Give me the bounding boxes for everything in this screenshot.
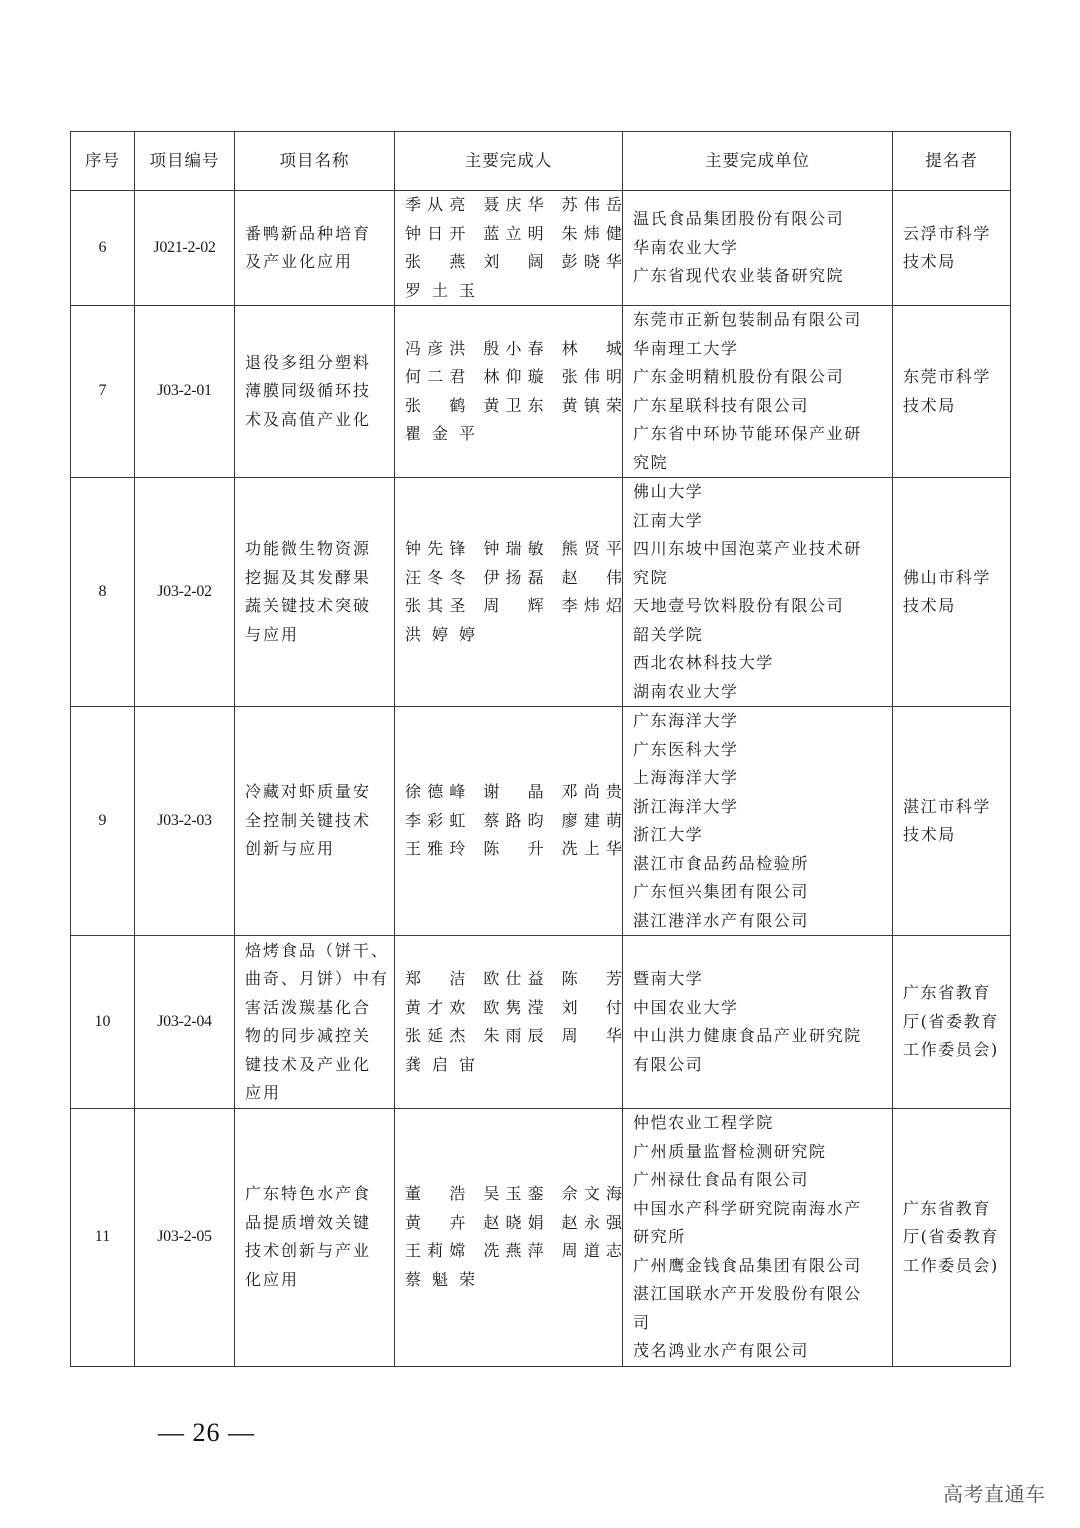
table-row bbox=[71, 936, 1011, 1109]
contributor-name: 谢 晶 bbox=[483, 782, 544, 802]
nominator-line: 广东省教育 bbox=[903, 1198, 992, 1218]
header-units: 主要完成单位 bbox=[623, 132, 893, 191]
cell-project-name bbox=[235, 1109, 395, 1367]
nominator-line: 工作委员会) bbox=[903, 1255, 999, 1275]
unit-line: 广东省中环协节能环保产业研 bbox=[633, 424, 862, 443]
nominator-line: 技术局 bbox=[903, 825, 956, 844]
unit-line: 广东海洋大学 bbox=[633, 711, 739, 730]
nominator-line: 东莞市科学 bbox=[903, 367, 992, 386]
contributors-line bbox=[405, 835, 622, 864]
contributors-line bbox=[405, 1209, 622, 1238]
project-name-line: 挖掘及其发酵果 bbox=[245, 567, 372, 587]
project-name-line: 曲奇、月饼）中有 bbox=[245, 969, 390, 988]
contributor-name: 王雅玲 bbox=[405, 839, 466, 859]
contributor-name: 殷小春 bbox=[483, 338, 544, 358]
cell-main-units bbox=[623, 306, 893, 478]
cell-project-name bbox=[235, 936, 395, 1109]
unit-line: 广东金明精机股份有限公司 bbox=[633, 367, 845, 386]
contributor-name: 李炜炤 bbox=[561, 596, 622, 615]
unit-line: 广东省现代农业装备研究院 bbox=[633, 266, 845, 286]
project-name-line: 物的同步减控关 bbox=[245, 1026, 372, 1045]
header-index: 序号 bbox=[71, 132, 135, 191]
project-name-line: 害活泼羰基化合 bbox=[245, 997, 372, 1017]
contributor-name: 李彩虹 bbox=[405, 810, 466, 830]
contributor-name: 黄 卉 bbox=[405, 1212, 466, 1232]
project-name-line: 品提质增效关键 bbox=[245, 1212, 372, 1232]
nominator-line: 技术局 bbox=[903, 252, 956, 271]
contributors-line bbox=[405, 220, 622, 249]
cell-index: 8 bbox=[71, 478, 135, 707]
cell-main-contributors bbox=[395, 191, 623, 306]
unit-line: 湛江港洋水产有限公司 bbox=[633, 910, 810, 930]
contributor-name: 钟先锋 bbox=[405, 539, 466, 558]
unit-line: 研究所 bbox=[633, 1227, 686, 1246]
cell-main-contributors bbox=[395, 478, 623, 707]
project-name-line: 番鸭新品种培育 bbox=[245, 223, 372, 243]
unit-line: 湖南农业大学 bbox=[633, 681, 739, 701]
cell-index: 6 bbox=[71, 191, 135, 306]
cell-main-contributors bbox=[395, 1109, 623, 1367]
contributor-name: 黄镇荣 bbox=[561, 395, 622, 415]
nominator-line: 广东省教育 bbox=[903, 983, 992, 1003]
contributors-line bbox=[405, 277, 622, 306]
cell-project-code: J03-2-03 bbox=[135, 707, 235, 936]
unit-line: 中山洪力健康食品产业研究院 bbox=[633, 1026, 862, 1045]
table-row bbox=[71, 707, 1011, 936]
project-name-line: 广东特色水产食 bbox=[245, 1184, 372, 1204]
cell-main-units bbox=[623, 191, 893, 306]
table-row bbox=[71, 1109, 1011, 1367]
cell-main-contributors bbox=[395, 306, 623, 478]
contributor-name: 钟瑞敏 bbox=[483, 539, 544, 558]
cell-main-units bbox=[623, 478, 893, 707]
cell-main-units bbox=[623, 1109, 893, 1367]
cell-nominator bbox=[893, 936, 1011, 1109]
project-name-line: 化应用 bbox=[245, 1269, 300, 1289]
unit-line: 上海海洋大学 bbox=[633, 768, 739, 787]
project-name-line: 技术创新与产业 bbox=[245, 1241, 372, 1261]
cell-nominator bbox=[893, 707, 1011, 936]
contributors-line bbox=[405, 564, 622, 593]
table-row bbox=[71, 191, 1011, 306]
cell-project-code: J03-2-02 bbox=[135, 478, 235, 707]
unit-line: 东莞市正新包装制品有限公司 bbox=[633, 310, 862, 329]
project-name-line: 创新与应用 bbox=[245, 839, 336, 859]
cell-project-code: J03-2-05 bbox=[135, 1109, 235, 1367]
contributor-name: 廖建萌 bbox=[561, 810, 622, 830]
nominator-line: 厅(省委教育 bbox=[903, 1227, 999, 1246]
nominator-line: 云浮市科学 bbox=[903, 223, 992, 243]
header-nominator: 提名者 bbox=[893, 132, 1011, 191]
contributor-name: 张 燕 bbox=[405, 252, 466, 271]
contributor-name: 钟日开 bbox=[405, 223, 466, 243]
contributor-name: 蓝立明 bbox=[483, 223, 544, 243]
project-name-line: 应用 bbox=[245, 1083, 282, 1102]
unit-line: 湛江国联水产开发股份有限公 bbox=[633, 1284, 862, 1303]
contributor-name: 刘 付 bbox=[561, 997, 622, 1017]
contributors-line bbox=[405, 363, 622, 392]
nominator-line: 厅(省委教育 bbox=[903, 1011, 999, 1031]
header-code: 项目编号 bbox=[135, 132, 235, 191]
contributor-name: 周 辉 bbox=[483, 596, 544, 615]
contributor-name: 赵晓娟 bbox=[483, 1212, 544, 1232]
contributors-line bbox=[405, 392, 622, 421]
unit-line: 佛山大学 bbox=[633, 482, 704, 501]
contributor-name: 佘文海 bbox=[561, 1184, 622, 1204]
contributor-name: 龚启宙 bbox=[405, 1054, 475, 1074]
contributor-name: 冼燕萍 bbox=[483, 1241, 544, 1261]
cell-project-name bbox=[235, 707, 395, 936]
unit-line: 有限公司 bbox=[633, 1054, 704, 1074]
unit-line: 究院 bbox=[633, 452, 669, 472]
unit-line: 华南农业大学 bbox=[633, 237, 739, 257]
contributor-name: 林 城 bbox=[561, 338, 622, 358]
contributors-line bbox=[405, 535, 622, 564]
unit-line: 广州鹰金钱食品集团有限公司 bbox=[633, 1255, 862, 1275]
contributor-name: 黄才欢 bbox=[405, 997, 466, 1017]
unit-line: 韶关学院 bbox=[633, 624, 704, 644]
nominator-line: 湛江市科学 bbox=[903, 796, 992, 816]
contributors-line bbox=[405, 1180, 622, 1209]
unit-line: 仲恺农业工程学院 bbox=[633, 1113, 774, 1132]
contributors-line bbox=[405, 335, 622, 364]
project-name-line: 功能微生物资源 bbox=[245, 539, 372, 558]
contributor-name: 朱雨辰 bbox=[483, 1026, 544, 1045]
contributor-name: 季从亮 bbox=[405, 195, 466, 214]
contributor-name: 苏伟岳 bbox=[561, 195, 622, 214]
contributor-name: 吴玉銮 bbox=[483, 1184, 544, 1204]
unit-line: 暨南大学 bbox=[633, 969, 704, 988]
contributor-name: 董 浩 bbox=[405, 1184, 466, 1204]
contributor-name: 张其圣 bbox=[405, 596, 466, 615]
cell-main-contributors bbox=[395, 707, 623, 936]
project-name-line: 键技术及产业化 bbox=[245, 1054, 372, 1074]
nominator-line: 工作委员会) bbox=[903, 1040, 999, 1060]
unit-line: 浙江大学 bbox=[633, 825, 704, 844]
contributor-name: 周道志 bbox=[561, 1241, 622, 1261]
unit-line: 中国水产科学研究院南海水产 bbox=[633, 1198, 862, 1218]
project-name-line: 退役多组分塑料 bbox=[245, 352, 372, 372]
cell-index: 11 bbox=[71, 1109, 135, 1367]
contributor-name: 徐德峰 bbox=[405, 782, 466, 802]
contributor-name: 赵 伟 bbox=[561, 567, 622, 587]
contributors-line bbox=[405, 1022, 622, 1051]
unit-line: 西北农林科技大学 bbox=[633, 653, 774, 672]
project-name-line: 与应用 bbox=[245, 624, 300, 644]
unit-line: 茂名鸿业水产有限公司 bbox=[633, 1341, 810, 1360]
contributors-line bbox=[405, 621, 622, 650]
contributor-name: 何二君 bbox=[405, 367, 466, 386]
project-name-line: 冷藏对虾质量安 bbox=[245, 782, 372, 802]
unit-line: 江南大学 bbox=[633, 510, 704, 530]
contributor-name: 冼上华 bbox=[561, 839, 622, 859]
contributors-line bbox=[405, 1051, 622, 1080]
unit-line: 四川东坡中国泡菜产业技术研 bbox=[633, 539, 862, 558]
table-row bbox=[71, 478, 1011, 707]
contributor-name: 郑 洁 bbox=[405, 969, 466, 988]
contributor-name: 张 鹤 bbox=[405, 395, 466, 415]
cell-project-code: J03-2-04 bbox=[135, 936, 235, 1109]
project-name-line: 术及高值产业化 bbox=[245, 409, 372, 429]
contributor-name: 周 华 bbox=[561, 1026, 622, 1045]
cell-project-code: J03-2-01 bbox=[135, 306, 235, 478]
table-header-row bbox=[71, 132, 1011, 191]
contributor-name: 王莉嫦 bbox=[405, 1241, 466, 1261]
cell-project-name bbox=[235, 306, 395, 478]
unit-line: 华南理工大学 bbox=[633, 338, 739, 358]
unit-line: 究院 bbox=[633, 567, 669, 587]
contributor-name: 陈 升 bbox=[483, 839, 544, 859]
cell-index: 7 bbox=[71, 306, 135, 478]
table-row bbox=[71, 306, 1011, 478]
contributor-name: 聂庆华 bbox=[483, 195, 544, 214]
unit-line: 司 bbox=[633, 1312, 651, 1332]
cell-index: 10 bbox=[71, 936, 135, 1109]
cell-project-code: J021-2-02 bbox=[135, 191, 235, 306]
cell-main-units bbox=[623, 707, 893, 936]
contributor-name: 张延杰 bbox=[405, 1026, 466, 1045]
contributors-line bbox=[405, 420, 622, 449]
cell-nominator bbox=[893, 478, 1011, 707]
contributor-name: 黄卫东 bbox=[483, 395, 544, 415]
contributors-line bbox=[405, 1237, 622, 1266]
unit-line: 广州质量监督检测研究院 bbox=[633, 1141, 827, 1161]
contributor-name: 罗土玉 bbox=[405, 280, 475, 300]
unit-line: 温氏食品集团股份有限公司 bbox=[633, 209, 845, 229]
header-name: 项目名称 bbox=[235, 132, 395, 191]
contributor-name: 冯彦洪 bbox=[405, 338, 466, 358]
cell-project-name bbox=[235, 478, 395, 707]
contributor-name: 林仰璇 bbox=[483, 367, 544, 386]
contributors-line bbox=[405, 191, 622, 220]
header-people: 主要完成人 bbox=[395, 132, 623, 191]
project-name-line: 全控制关键技术 bbox=[245, 810, 372, 830]
nominator-line: 技术局 bbox=[903, 395, 956, 415]
contributor-name: 洪婷婷 bbox=[405, 624, 475, 644]
contributor-name: 欧隽滢 bbox=[483, 997, 544, 1017]
contributor-name: 朱炜健 bbox=[561, 223, 622, 243]
cell-nominator bbox=[893, 191, 1011, 306]
contributor-name: 欧仕益 bbox=[483, 969, 544, 988]
project-name-line: 薄膜同级循环技 bbox=[245, 381, 372, 401]
contributors-line bbox=[405, 248, 622, 277]
cell-index: 9 bbox=[71, 707, 135, 936]
contributor-name: 蔡路昀 bbox=[483, 810, 544, 830]
awards-table bbox=[70, 131, 1011, 1367]
contributors-line bbox=[405, 994, 622, 1023]
unit-line: 浙江海洋大学 bbox=[633, 796, 739, 816]
project-name-line: 及产业化应用 bbox=[245, 252, 354, 271]
contributor-name: 邓尚贵 bbox=[561, 782, 622, 802]
contributors-line bbox=[405, 965, 622, 994]
unit-line: 广东恒兴集团有限公司 bbox=[633, 882, 810, 901]
cell-project-name bbox=[235, 191, 395, 306]
unit-line: 广东医科大学 bbox=[633, 739, 739, 759]
cell-nominator bbox=[893, 306, 1011, 478]
unit-line: 湛江市食品药品检验所 bbox=[633, 853, 810, 873]
cell-main-contributors bbox=[395, 936, 623, 1109]
nominator-line: 技术局 bbox=[903, 596, 956, 615]
project-name-line: 蔬关键技术突破 bbox=[245, 596, 372, 615]
contributor-name: 赵永强 bbox=[561, 1212, 622, 1232]
contributor-name: 张伟明 bbox=[561, 367, 622, 386]
page-number: — 26 — bbox=[158, 1418, 255, 1447]
contributor-name: 刘 阔 bbox=[483, 252, 544, 271]
contributor-name: 蔡魁荣 bbox=[405, 1269, 475, 1289]
contributors-line bbox=[405, 807, 622, 836]
watermark: 高考直通车 bbox=[943, 1482, 1046, 1506]
contributor-name: 熊贤平 bbox=[561, 539, 622, 558]
nominator-line: 佛山市科学 bbox=[903, 567, 992, 587]
unit-line: 天地壹号饮料股份有限公司 bbox=[633, 596, 845, 615]
unit-line: 广州禄仕食品有限公司 bbox=[633, 1170, 810, 1189]
contributor-name: 汪冬冬 bbox=[405, 567, 466, 587]
contributor-name: 陈 芳 bbox=[561, 969, 622, 988]
unit-line: 中国农业大学 bbox=[633, 997, 739, 1017]
contributors-line bbox=[405, 592, 622, 621]
unit-line: 广东星联科技有限公司 bbox=[633, 395, 810, 415]
contributors-line bbox=[405, 1266, 622, 1295]
contributors-line bbox=[405, 778, 622, 807]
contributor-name: 彭晓华 bbox=[561, 252, 622, 271]
contributor-name: 伊扬磊 bbox=[483, 567, 544, 587]
project-name-line: 焙烤食品（饼干、 bbox=[245, 940, 390, 960]
cell-nominator bbox=[893, 1109, 1011, 1367]
cell-main-units bbox=[623, 936, 893, 1109]
contributor-name: 瞿金平 bbox=[405, 424, 475, 443]
